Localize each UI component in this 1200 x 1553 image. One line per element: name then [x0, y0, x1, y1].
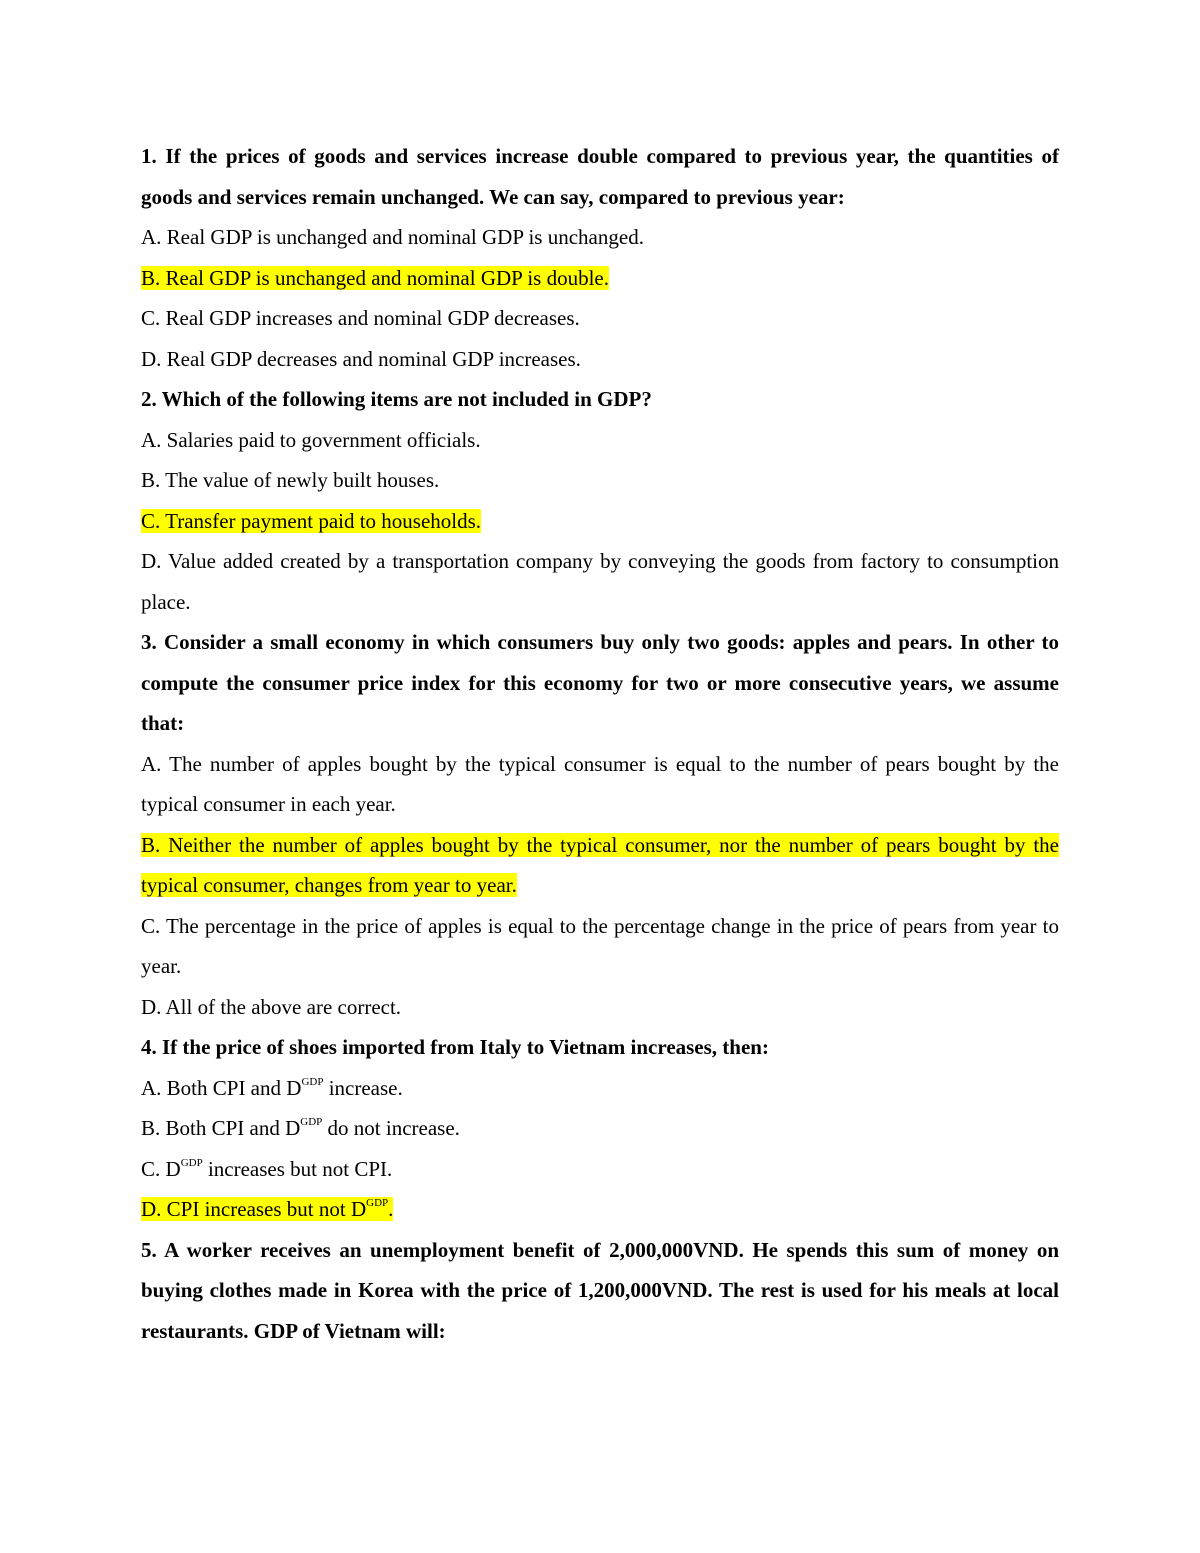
highlighted-answer: B. Real GDP is unchanged and nominal GDP is double. — [141, 265, 609, 290]
highlighted-answer: B. Neither the number of apples bought by the typical consumer, nor the number of pears bought by the typical consumer, changes from year to year. — [141, 832, 1059, 897]
question-4-option-d — [141, 1189, 1059, 1230]
question-4-option-c: C. $D^{GDP}$ increases but not CPI. — [141, 1156, 393, 1181]
question-2-stem: 2. Which of the following items are not included in GDP? — [141, 387, 652, 411]
question-3-option-b — [141, 825, 1059, 906]
question-2-option-b: B. The value of newly built houses. — [141, 468, 440, 492]
highlighted-answer: C. Transfer payment paid to households. — [141, 508, 482, 533]
question-3-option-d: D. All of the above are correct. — [141, 994, 402, 1019]
question-3-option-a: A. The number of apples bought by the typical consumer is equal to the number of pears bought by the typical consumer in each year. — [141, 751, 1059, 816]
question-2-option-a: A. Salaries paid to government officials. — [141, 427, 481, 452]
question-1-stem: 1. If the prices of goods and services increase double compared to previous year, the quantities of goods and services remain unchanged. We can say, compared to previous year: — [141, 144, 1059, 209]
question-1-option-c: C. Real GDP increases and nominal GDP decreases. — [141, 306, 580, 330]
highlighted-answer: D. CPI increases but not $D^{GDP}$. — [141, 1197, 394, 1221]
question-2-option-c — [141, 501, 1059, 542]
question-1-option-a: A. Real GDP is unchanged and nominal GDP is unchanged. — [141, 225, 644, 249]
question-1-option-b — [141, 258, 1059, 299]
question-1-option-d: D. Real GDP decreases and nominal GDP increases. — [141, 346, 581, 371]
question-2-option-d: D. Value added created by a transportation company by conveying the goods from factory to consumption place. — [141, 549, 1059, 614]
question-4-stem: 4. If the price of shoes imported from Italy to Vietnam increases, then: — [141, 1035, 769, 1059]
question-3-stem: 3. Consider a small economy in which consumers buy only two goods: apples and pears. In other to compute the consumer price index for this economy for two or more consecutive years, we assume that: — [141, 630, 1059, 735]
question-4-option-a: A. Both CPI and $D^{GDP}$ increase. — [141, 1075, 403, 1100]
question-4-option-b: B. Both CPI and $D^{GDP}$ do not increase. — [141, 1116, 460, 1140]
question-5-stem: 5. A worker receives an unemployment benefit of 2,000,000VND. He spends this sum of money on buying clothes made in Korea with the price of 1,200,000VND. The rest is used for his meals at local restaurants. GDP of Vietnam will: — [141, 1237, 1059, 1343]
document-page — [141, 136, 1059, 1351]
question-3-option-c: C. The percentage in the price of apples is equal to the percentage change in the price of pears from year to year. — [141, 913, 1059, 978]
